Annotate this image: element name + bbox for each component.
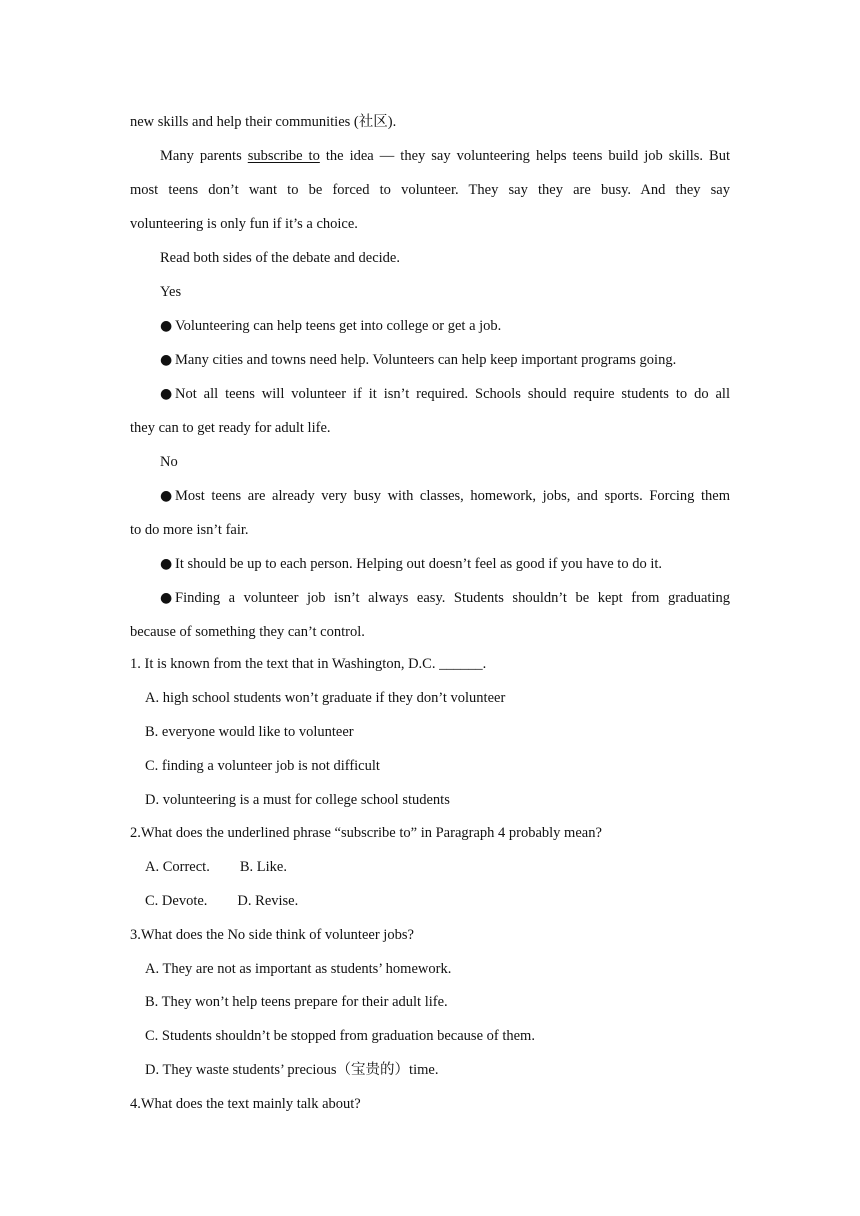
- passage-paragraph-4-line: [160, 146, 730, 166]
- yes-heading: Yes: [160, 284, 182, 300]
- question-2-options-row-1: [145, 857, 730, 877]
- question-1-option-d: D. volunteering is a must for college school students: [145, 792, 450, 808]
- question-2-option-b: B. Like.: [239, 859, 287, 875]
- passage-line: because of something they can’t control.: [130, 624, 365, 640]
- question-2: 2.What does the underlined phrase “subscribe to” in Paragraph 4 probably mean?: [130, 825, 602, 841]
- question-1-option-c: C. finding a volunteer job is not difficult: [145, 758, 380, 774]
- bullet-text: It should be up to each person. Helping out doesn’t feel as good if you have to do it.: [175, 556, 662, 572]
- bullet-text: Not all teens will volunteer if it isn’t required. Schools should require students to do all: [175, 386, 730, 402]
- paragraph-text: the idea — they say volunteering helps teens build job skills. But: [319, 148, 730, 164]
- bullet-text: Volunteering can help teens get into college or get a job.: [175, 318, 502, 334]
- question-2-option-a: A. Correct.: [145, 859, 210, 875]
- passage-line: volunteering is only fun if it’s a choice.: [130, 216, 358, 232]
- bullet-icon: ●: [160, 488, 173, 504]
- yes-bullet-3: [160, 384, 730, 404]
- passage-line: they can to get ready for adult life.: [130, 420, 331, 436]
- bullet-text: Most teens are already very busy with classes, homework, jobs, and sports. Forcing them: [175, 488, 730, 504]
- bullet-icon: ●: [160, 352, 173, 368]
- passage-line: Read both sides of the debate and decide.: [160, 250, 400, 266]
- bullet-icon: ●: [160, 318, 173, 334]
- question-1: 1. It is known from the text that in Washington, D.C. ______.: [130, 656, 487, 672]
- no-heading: No: [160, 454, 178, 470]
- bullet-text: Finding a volunteer job isn’t always easy. Students shouldn’t be kept from graduating: [175, 590, 730, 606]
- question-1-option-a: A. high school students won’t graduate if they don’t volunteer: [145, 690, 506, 706]
- paragraph-text: Many parents: [160, 148, 248, 164]
- question-3-option-d: D. They waste students’ precious（宝贵的）time.: [145, 1062, 439, 1078]
- question-3-option-c: C. Students shouldn’t be stopped from graduation because of them.: [145, 1028, 535, 1044]
- no-bullet-2: [160, 554, 730, 574]
- underlined-phrase: subscribe to: [247, 148, 320, 164]
- passage-line: new skills and help their communities (社区).: [130, 114, 397, 130]
- yes-bullet-2: [160, 350, 730, 370]
- bullet-icon: ●: [160, 386, 173, 402]
- question-1-option-b: B. everyone would like to volunteer: [145, 724, 354, 740]
- question-3-option-b: B. They won’t help teens prepare for their adult life.: [145, 994, 448, 1010]
- question-3-option-a: A. They are not as important as students’ homework.: [145, 961, 452, 977]
- question-2-option-d: D. Revise.: [237, 893, 299, 909]
- no-bullet-1: [160, 486, 730, 506]
- passage-line: to do more isn’t fair.: [130, 522, 249, 538]
- question-4: 4.What does the text mainly talk about?: [130, 1096, 361, 1112]
- bullet-icon: ●: [160, 556, 173, 572]
- bullet-text: Many cities and towns need help. Volunteers can help keep important programs going.: [175, 352, 677, 368]
- question-3: 3.What does the No side think of volunteer jobs?: [130, 927, 414, 943]
- question-2-options-row-2: [145, 891, 730, 911]
- yes-bullet-1: [160, 316, 730, 336]
- bullet-icon: ●: [160, 590, 173, 606]
- question-2-option-c: C. Devote.: [145, 893, 208, 909]
- passage-line: most teens don’t want to be forced to volunteer. They say they are busy. And they say: [130, 182, 730, 198]
- no-bullet-3: [160, 588, 730, 608]
